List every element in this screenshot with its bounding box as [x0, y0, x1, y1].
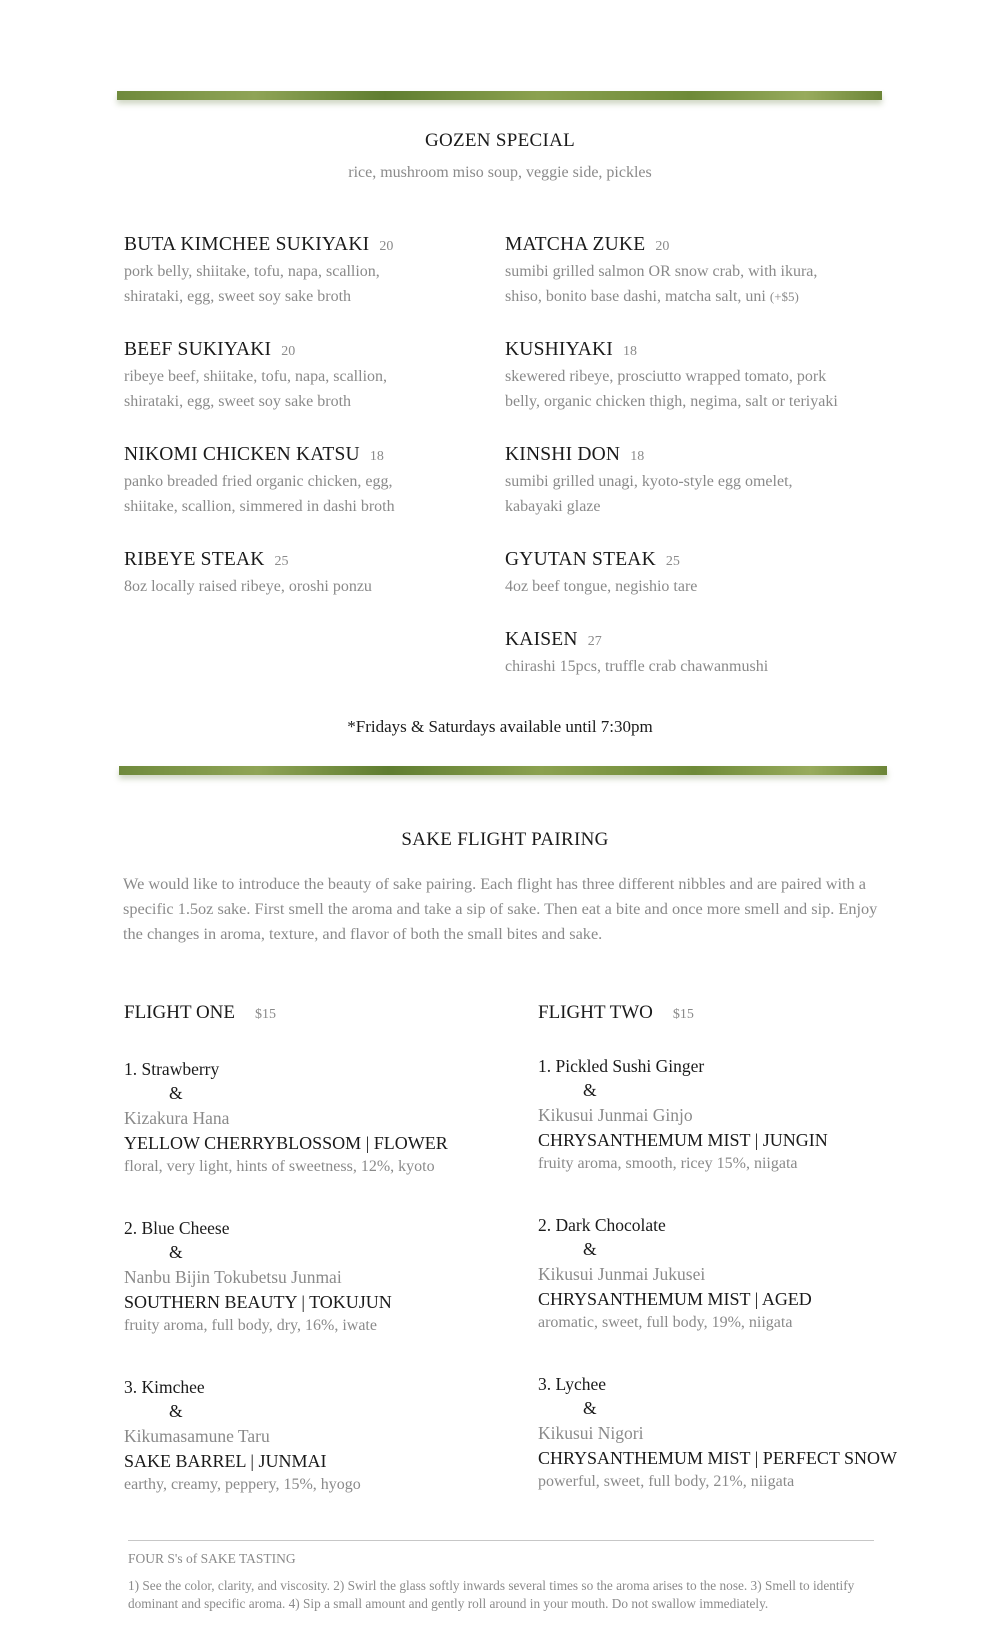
item-description: 8oz locally raised ribeye, oroshi ponzu: [124, 578, 372, 595]
sake-name: Kizakura Hana: [124, 1108, 230, 1128]
tasting-notes: fruity aroma, full body, dry, 16%, iwate: [124, 1317, 377, 1334]
menu-item: [505, 339, 905, 414]
item-price: 25: [665, 554, 680, 569]
pairing: [538, 1374, 958, 1491]
item-price: 18: [369, 449, 384, 464]
item-name: KUSHIYAKI: [505, 339, 613, 360]
item-name: KAISEN: [505, 629, 578, 650]
uni-upcharge: (+$5): [769, 289, 799, 304]
item-description: 4oz beef tongue, negishio tare: [505, 578, 698, 595]
menu-item: [124, 549, 504, 599]
tasting-notes: aromatic, sweet, full body, 19%, niigata: [538, 1314, 793, 1331]
sake-english-name: SAKE BARREL | JUNMAI: [124, 1451, 327, 1471]
availability-note: *Fridays & Saturdays available until 7:30pm: [347, 717, 653, 736]
tasting-notes: powerful, sweet, full body, 21%, niigata: [538, 1473, 795, 1490]
sake-name: Kikusui Junmai Jukusei: [538, 1264, 706, 1284]
ampersand: &: [583, 1239, 597, 1259]
sake-title: SAKE FLIGHT PAIRING: [401, 829, 609, 850]
flight-price: $15: [255, 1007, 277, 1022]
gozen-title: GOZEN SPECIAL: [424, 130, 576, 151]
item-description: sumibi grilled unagi, kyoto-style egg omelet, kabayaki glaze: [505, 473, 793, 515]
tasting-notes: earthy, creamy, peppery, 15%, hyogo: [124, 1476, 361, 1493]
item-description: panko breaded fried organic chicken, egg, shiitake, scallion, simmered in dashi broth: [124, 473, 395, 515]
sake-name: Kikusui Junmai Ginjo: [538, 1105, 693, 1125]
tasting-notes: fruity aroma, smooth, ricey 15%, niigata: [538, 1155, 798, 1172]
top-decorative-band: [117, 91, 882, 100]
four-s-title: FOUR S's of SAKE TASTING: [128, 1551, 296, 1566]
middle-decorative-band: [119, 766, 887, 775]
item-name: GYUTAN STEAK: [505, 549, 656, 570]
item-price: 18: [622, 344, 637, 359]
pairing-food: 2. Blue Cheese: [124, 1218, 230, 1238]
footer-divider: [128, 1540, 874, 1541]
sake-name: Kikusui Nigori: [538, 1423, 644, 1443]
flight-price: $15: [672, 1007, 694, 1022]
item-name: BUTA KIMCHEE SUKIYAKI: [124, 234, 370, 255]
item-price: 27: [587, 634, 602, 649]
pairing: [124, 1059, 544, 1176]
flight-one-header: [124, 1002, 276, 1024]
item-price: 20: [379, 239, 394, 254]
pairing: [124, 1218, 544, 1335]
menu-item: [505, 549, 905, 599]
item-description: [505, 259, 905, 309]
menu-item: [124, 339, 504, 414]
ampersand: &: [169, 1401, 183, 1421]
pairing: [538, 1215, 958, 1332]
item-name: MATCHA ZUKE: [505, 234, 646, 255]
item-description: skewered ribeye, prosciutto wrapped tomato, pork belly, organic chicken thigh, negima, salt or teriyaki: [505, 368, 838, 410]
menu-item: [505, 234, 905, 309]
pairing: [538, 1056, 958, 1173]
item-name: NIKOMI CHICKEN KATSU: [124, 444, 360, 465]
sake-name: Nanbu Bijin Tokubetsu Junmai: [124, 1267, 342, 1287]
item-price: 20: [655, 239, 670, 254]
sake-english-name: SOUTHERN BEAUTY | TOKUJUN: [124, 1292, 392, 1312]
item-price: 25: [274, 554, 289, 569]
item-description: chirashi 15pcs, truffle crab chawanmushi: [505, 658, 769, 675]
item-price: 20: [281, 344, 296, 359]
flight-name: FLIGHT ONE: [124, 1002, 236, 1023]
sake-english-name: CHRYSANTHEMUM MIST | JUNGIN: [538, 1130, 828, 1150]
pairing-food: 3. Kimchee: [124, 1377, 205, 1397]
pairing-food: 1. Pickled Sushi Ginger: [538, 1056, 705, 1076]
sake-english-name: YELLOW CHERRYBLOSSOM | FLOWER: [124, 1133, 448, 1153]
item-description-text: sumibi grilled salmon OR snow crab, with ikura, shiso, bonito base dashi, matcha salt, uni: [505, 263, 818, 305]
flight-name: FLIGHT TWO: [538, 1002, 653, 1023]
four-s-body: 1) See the color, clarity, and viscosity. 2) Swirl the glass softly inwards several times so the aroma arises to the nose. 3) Smell to identify dominant and specific aroma. 4) Sip a small amount and gently roll around in your mouth. Do not swallow immediately.: [128, 1578, 855, 1611]
menu-item: [124, 234, 504, 309]
item-name: KINSHI DON: [505, 444, 621, 465]
item-name: RIBEYE STEAK: [124, 549, 265, 570]
item-name: BEEF SUKIYAKI: [124, 339, 272, 360]
item-description: pork belly, shiitake, tofu, napa, scallion, shirataki, egg, sweet soy sake broth: [124, 263, 380, 305]
tasting-notes: floral, very light, hints of sweetness, 12%, kyoto: [124, 1158, 435, 1175]
flight-two-header: [538, 1002, 694, 1024]
ampersand: &: [583, 1398, 597, 1418]
ampersand: &: [169, 1242, 183, 1262]
pairing: [124, 1377, 544, 1494]
pairing-food: 2. Dark Chocolate: [538, 1215, 666, 1235]
sake-name: Kikumasamune Taru: [124, 1426, 270, 1446]
menu-item: [505, 444, 905, 519]
sake-english-name: CHRYSANTHEMUM MIST | PERFECT SNOW: [538, 1448, 897, 1468]
gozen-subtitle: rice, mushroom miso soup, veggie side, pickles: [348, 164, 652, 181]
pairing-food: 3. Lychee: [538, 1374, 607, 1394]
sake-english-name: CHRYSANTHEMUM MIST | AGED: [538, 1289, 812, 1309]
item-price: 18: [630, 449, 645, 464]
menu-item: [505, 629, 905, 679]
pairing-food: 1. Strawberry: [124, 1059, 220, 1079]
ampersand: &: [583, 1080, 597, 1100]
menu-item: [124, 444, 504, 519]
sake-intro: We would like to introduce the beauty of sake pairing. Each flight has three different nibbles and are paired with a specific 1.5oz sake. First smell the aroma and take a sip of sake. Then eat a bite and once more smell and sip. Enjoy the changes in aroma, texture, and flavor of both the small bites and sake.: [123, 874, 878, 943]
item-description: ribeye beef, shiitake, tofu, napa, scallion, shirataki, egg, sweet soy sake broth: [124, 368, 388, 410]
ampersand: &: [169, 1083, 183, 1103]
